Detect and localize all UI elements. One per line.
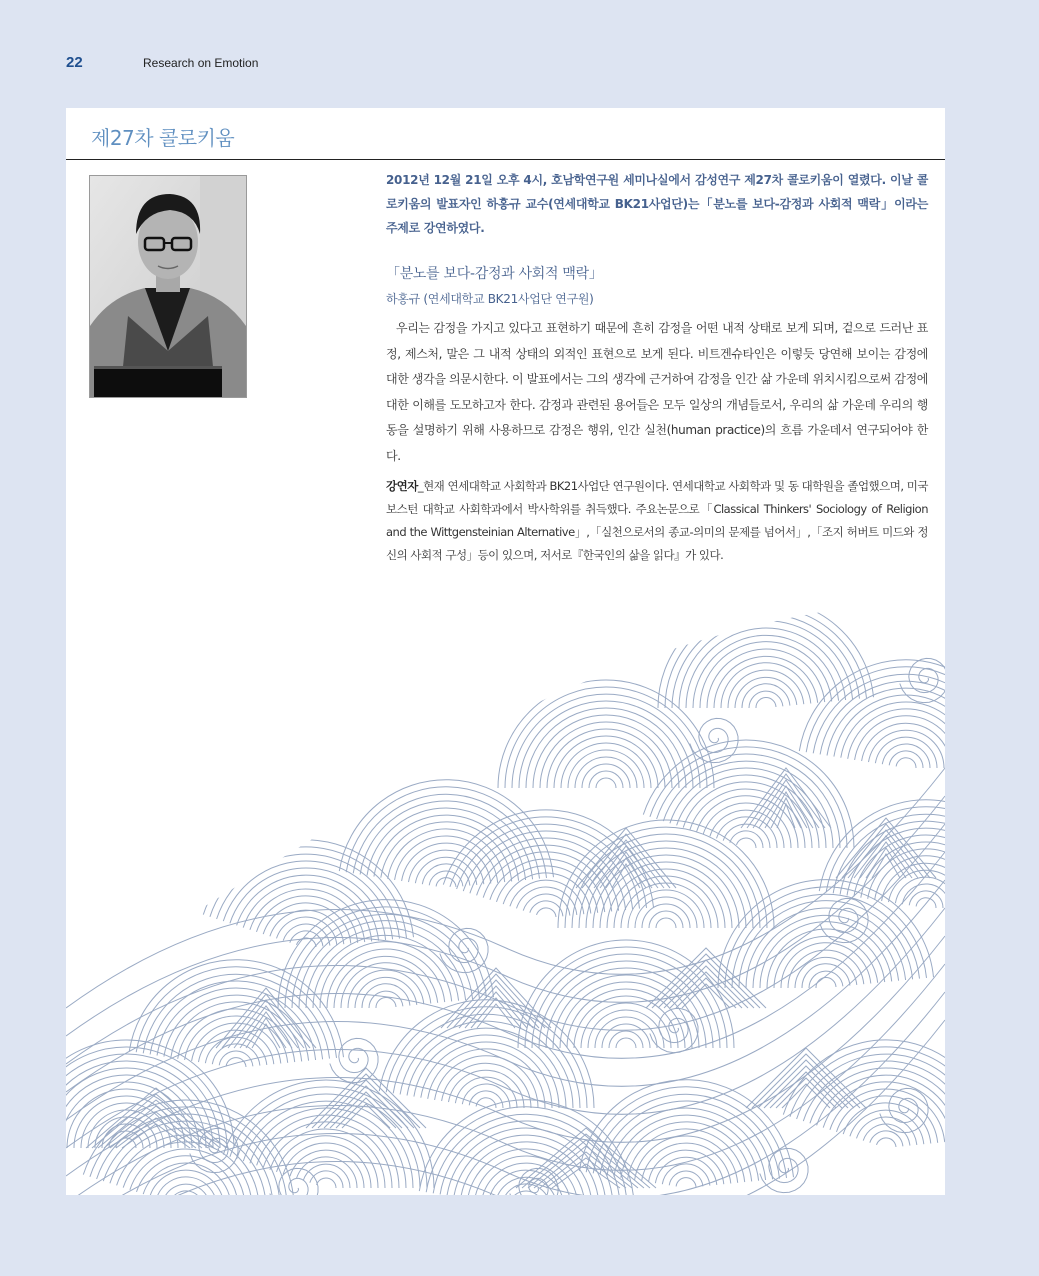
speaker-affiliation: 하홍규 (연세대학교 BK21사업단 연구원) <box>386 292 594 306</box>
speaker-bio <box>386 475 928 567</box>
speaker-photo <box>89 175 247 398</box>
running-head: Research on Emotion <box>143 56 259 70</box>
article-card <box>66 108 945 1195</box>
bio-text: _현재 연세대학교 사회학과 BK21사업단 연구원이다. 연세대학교 사회학과 및 동 대학원을 졸업했으며, 미국 보스턴 대학교 사회학과에서 박사학위를 취득했다. 주요논문으로「Classical Thinkers' Sociology of Religion and the Wittgensteinian Alternative」,「실천으로서의 종교-의미의 문제를 넘어서」,「조지 허버트 미드와 정신의 사회적 구성」등이 있으며, 저서로『한국인의 삶을 읽다』가 있다. <box>386 479 928 562</box>
bio-label: 강연자 <box>386 479 418 493</box>
article-text-column <box>386 168 928 567</box>
section-title: 제27차 콜로키움 <box>91 126 235 150</box>
intro-paragraph: 2012년 12월 21일 오후 4시, 호남학연구원 세미나실에서 감성연구 제27차 콜로키움이 열렸다. 이날 콜로키움의 발표자인 하홍규 교수(연세대학교 BK21사업단)는「분노를 보다-감정과 사회적 맥락」이라는 주제로 강연하였다. <box>386 173 928 235</box>
title-divider <box>66 159 945 160</box>
page-number: 22 <box>66 54 83 71</box>
lecture-title: 「분노를 보다-감정과 사회적 맥락」 <box>386 266 603 282</box>
decorative-wave-pattern <box>66 588 945 1195</box>
abstract-paragraph: 우리는 감정을 가지고 있다고 표현하기 때문에 흔히 감정을 어떤 내적 상태로 보게 되며, 겉으로 드러난 표정, 제스처, 말은 그 내적 상태의 외적인 표현으로 보게 된다. 비트겐슈타인은 이렇듯 당연해 보이는 감정에 대한 생각을 의문시한다. 이 발표에서는 그의 생각에 근거하여 감정을 인간 삶 가운데 위치시킴으로써 감정에 대한 이해를 도모하고자 한다. 감정과 관련된 용어들은 모두 일상의 개념들로서, 우리의 삶 가운데 우리의 행동을 설명하기 위해 사용하므로 감정은 행위, 인간 실천(human practice)의 흐름 가운데서 연구되어야 한다. <box>386 321 928 463</box>
